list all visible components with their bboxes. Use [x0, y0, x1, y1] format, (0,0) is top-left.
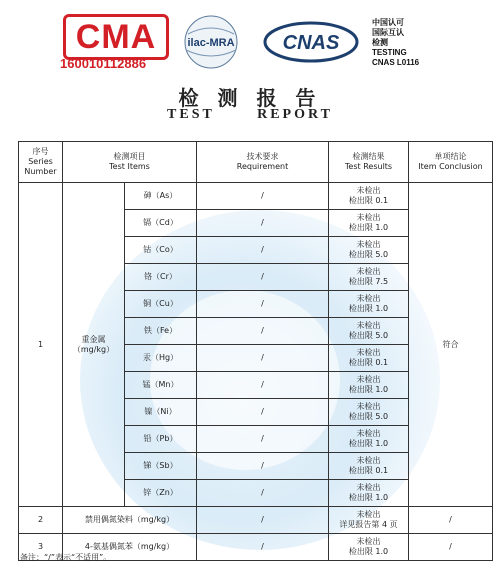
cell-result: 未检出 检出限 5.0	[329, 399, 409, 426]
report-title-cn: 检 测 报 告	[178, 86, 322, 110]
cma-logo	[63, 14, 169, 60]
cell-conclusion: /	[409, 534, 493, 561]
cell-result: 未检出 检出限 0.1	[329, 345, 409, 372]
cell-result: 未检出 检出限 1.0	[329, 210, 409, 237]
cma-number: 160010112886	[60, 56, 147, 71]
cell-item: 铅（Pb）	[125, 426, 197, 453]
cell-requirement: /	[197, 264, 329, 291]
cell-result: 未检出 检出限 1.0	[329, 426, 409, 453]
cell-result: 未检出 检出限 5.0	[329, 318, 409, 345]
cert-line: 检测	[372, 38, 388, 47]
cell-item: 汞（Hg）	[125, 345, 197, 372]
cell-result: 未检出 检出限 7.5	[329, 264, 409, 291]
table-row	[19, 507, 493, 534]
cell-result: 未检出 检出限 1.0	[329, 291, 409, 318]
cell-result: 未检出 检出限 0.1	[329, 453, 409, 480]
cell-serial: 3	[19, 534, 63, 561]
cell-group-name: 重金属 （mg/kg）	[63, 183, 125, 507]
cell-serial: 1	[19, 183, 63, 507]
cell-result: 未检出 检出限 1.0	[329, 372, 409, 399]
header-serial: 序号 Series Number	[19, 142, 63, 183]
header-test-results: 检测结果 Test Results	[329, 142, 409, 183]
cell-item: 钴（Co）	[125, 237, 197, 264]
cell-conclusion: /	[409, 507, 493, 534]
cell-item: 锌（Zn）	[125, 480, 197, 507]
ilac-mra-logo	[170, 14, 252, 70]
cell-requirement: /	[197, 480, 329, 507]
table-row	[19, 183, 493, 210]
cell-result: 未检出 详见报告第 4 页	[329, 507, 409, 534]
cell-item: 砷（As）	[125, 183, 197, 210]
cma-logo-text: CMA	[75, 17, 157, 56]
header-requirement: 技术要求 Requirement	[197, 142, 329, 183]
ilac-mra-text: ilac-MRA	[187, 37, 235, 49]
cell-requirement: /	[197, 183, 329, 210]
cell-item: 禁用偶氮染料（mg/kg）	[63, 507, 197, 534]
cell-item: 铬（Cr）	[125, 264, 197, 291]
cell-item: 镉（Cd）	[125, 210, 197, 237]
cell-requirement: /	[197, 372, 329, 399]
footnote: 备注：“/”表示“不适用”。	[20, 553, 112, 562]
cert-line: 中国认可	[372, 18, 404, 27]
cell-requirement: /	[197, 210, 329, 237]
cell-serial: 2	[19, 507, 63, 534]
table-header-row	[19, 142, 493, 183]
cell-item: 锰（Mn）	[125, 372, 197, 399]
cell-requirement: /	[197, 291, 329, 318]
cell-item: 铁（Fe）	[125, 318, 197, 345]
cell-item: 4-氨基偶氮苯（mg/kg）	[63, 534, 197, 561]
cell-requirement: /	[197, 237, 329, 264]
cell-conclusion: 符合	[409, 183, 493, 507]
cell-result: 未检出 检出限 5.0	[329, 237, 409, 264]
cell-result: 未检出 检出限 0.1	[329, 183, 409, 210]
results-table	[18, 141, 493, 561]
cell-result: 未检出 检出限 1.0	[329, 480, 409, 507]
cell-item: 镍（Ni）	[125, 399, 197, 426]
cell-requirement: /	[197, 507, 329, 534]
accreditation-text	[372, 18, 419, 68]
header-test-items: 检测项目 Test Items	[63, 142, 197, 183]
cell-requirement: /	[197, 534, 329, 561]
cell-item: 铜（Cu）	[125, 291, 197, 318]
cnas-logo	[262, 20, 360, 64]
cnas-text: CNAS	[282, 32, 340, 54]
cell-requirement: /	[197, 318, 329, 345]
cell-requirement: /	[197, 453, 329, 480]
cell-item: 锑（Sb）	[125, 453, 197, 480]
cert-line: TESTING	[372, 48, 407, 57]
cell-requirement: /	[197, 345, 329, 372]
cell-result: 未检出 检出限 1.0	[329, 534, 409, 561]
cell-requirement: /	[197, 399, 329, 426]
header-item-conclusion: 单项结论 Item Conclusion	[409, 142, 493, 183]
report-title-en: TEST REPORT	[167, 107, 333, 122]
cert-line: CNAS L0116	[372, 58, 420, 67]
cell-requirement: /	[197, 426, 329, 453]
header-logos	[0, 0, 500, 80]
cert-line: 国际互认	[372, 28, 404, 37]
